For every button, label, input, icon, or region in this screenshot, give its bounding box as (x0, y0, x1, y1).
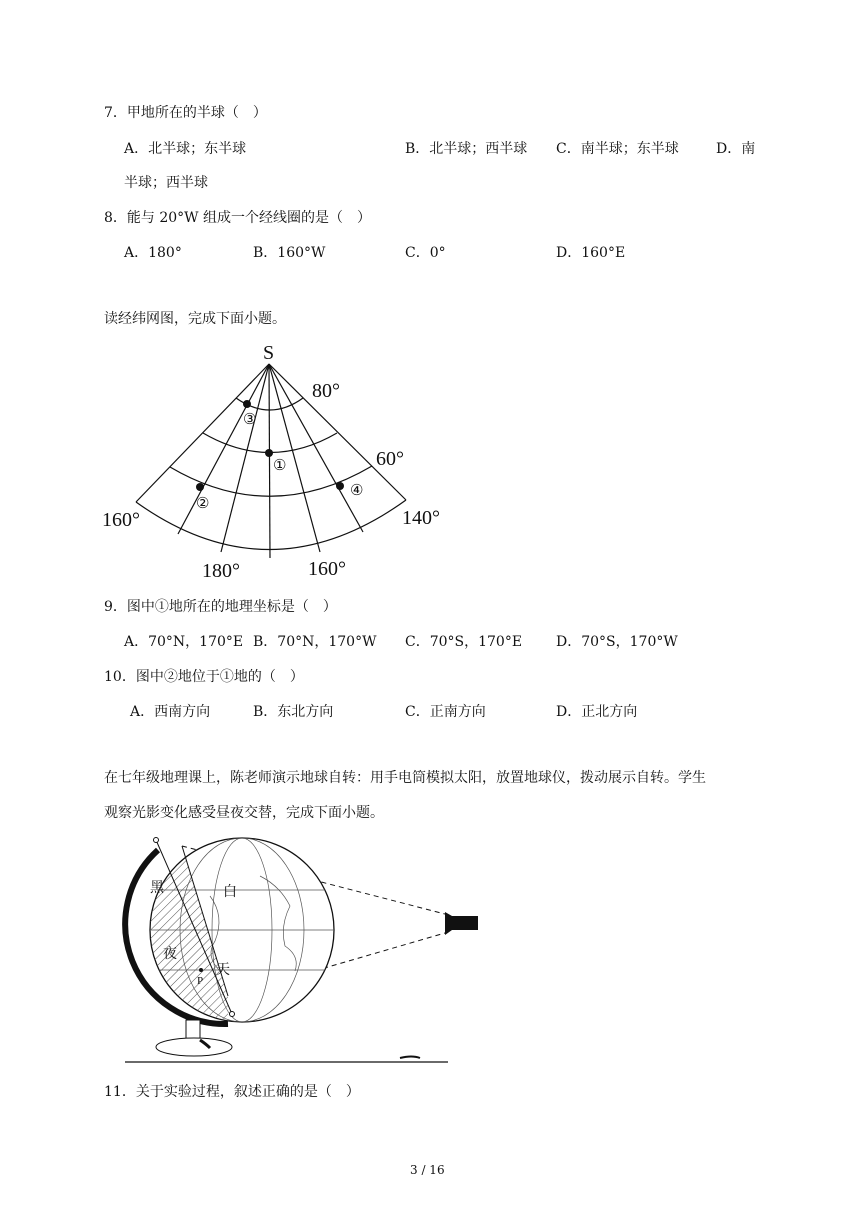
table-mark (400, 1057, 420, 1059)
q11-stem: 11．关于实验过程，叙述正确的是（ ） (104, 1084, 360, 1100)
globe-label-tian: 天 (216, 963, 230, 978)
stand-neck (186, 1020, 200, 1040)
lon-left-label: 160° (102, 509, 140, 531)
meridian-180 (221, 364, 269, 552)
q10-stem: 10．图中②地位于①地的（ ） (104, 669, 304, 685)
stand-base (156, 1038, 232, 1056)
q7-option-d-part1: D．南 (716, 141, 756, 157)
q7-stem: 7．甲地所在的半球（ ） (104, 105, 267, 121)
lon-bottom-left-label: 180° (202, 560, 240, 582)
lon-right-label: 140° (402, 507, 440, 529)
flashlight-body (452, 916, 478, 930)
lon-bottom-right-label: 160° (308, 558, 346, 580)
meridian-170w (178, 364, 269, 534)
q9-option-d: D．70°S，170°W (556, 634, 678, 650)
pole-label: S (263, 342, 275, 364)
globe-label-ye: 夜 (163, 947, 177, 962)
globe-label-hei: 黑 (150, 881, 164, 896)
point-2-label: ② (196, 496, 210, 512)
lat-80-label: 80° (312, 380, 340, 402)
intro-graticule: 读经纬网图，完成下面小题。 (104, 311, 286, 327)
q10-option-c: C．正南方向 (405, 704, 486, 720)
intro-rotation-line1: 在七年级地理课上，陈老师演示地球自转：用手电筒模拟太阳，放置地球仪，拨动展示自转。学生 (104, 770, 706, 786)
q8-option-d: D．160°E (556, 245, 626, 261)
graticule-map (100, 340, 450, 586)
globe-label-bai: 白 (223, 885, 237, 900)
q8-option-a: A．180° (124, 245, 182, 261)
point-1-label: ① (273, 458, 287, 474)
graticule-svg (100, 340, 450, 586)
meridian-edge-left (136, 364, 269, 502)
axis-bottom-cap (230, 1012, 235, 1017)
globe-figure (100, 836, 485, 1068)
q7-option-a: A．北半球；东半球 (124, 141, 247, 157)
q8-stem: 8．能与 20°W 组成一个经线圈的是（ ） (104, 210, 372, 226)
q7-option-b: B．北半球；西半球 (405, 141, 528, 157)
q8-option-b: B．160°W (253, 245, 326, 261)
axis-top-cap (154, 838, 159, 843)
page-number: 3 / 16 (410, 1163, 445, 1177)
q8-option-c: C．0° (405, 245, 446, 261)
point-4-label: ④ (350, 483, 364, 499)
globe-label-p: P (197, 975, 204, 987)
q9-option-b: B．70°N，170°W (253, 634, 377, 650)
q10-option-a: A．西南方向 (130, 704, 211, 720)
q9-stem: 9．图中①地所在的地理坐标是（ ） (104, 599, 337, 615)
q9-option-c: C．70°S，170°E (405, 634, 523, 650)
globe-svg (100, 836, 485, 1068)
meridian-170e (269, 364, 270, 558)
point-4-dot (336, 482, 344, 490)
q9-option-a: A．70°N，170°E (124, 634, 244, 650)
q7-option-d-part2: 半球；西半球 (124, 175, 208, 191)
q10-option-b: B．东北方向 (253, 704, 334, 720)
flashlight-head (445, 912, 452, 935)
point-3-label: ③ (243, 412, 257, 428)
latitude-outer-arc (136, 500, 406, 550)
point-2-dot (196, 483, 204, 491)
point-3-dot (243, 400, 251, 408)
lat-60-label: 60° (376, 448, 404, 470)
intro-rotation-line2: 观察光影变化感受昼夜交替，完成下面小题。 (104, 805, 384, 821)
point-1-dot (265, 449, 273, 457)
q7-option-c: C．南半球；东半球 (556, 141, 679, 157)
point-p-dot (199, 968, 203, 972)
q10-option-d: D．正北方向 (556, 704, 638, 720)
